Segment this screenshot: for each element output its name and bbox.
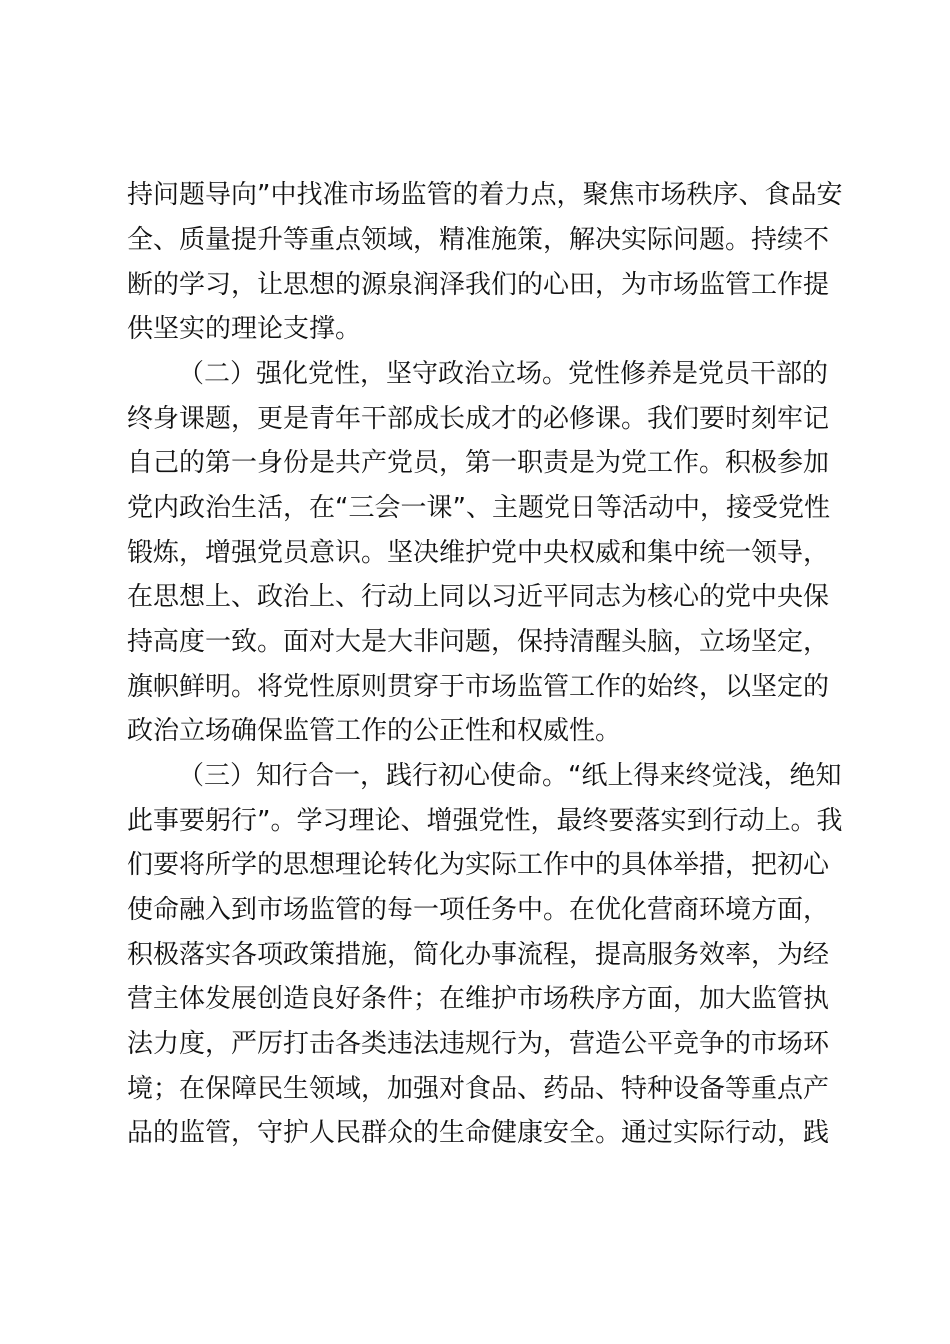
text-line: 党内政治生活，在“三会一课”、主题党日等活动中，接受党性 <box>127 493 830 523</box>
text-line: 积极落实各项政策措施，简化办事流程，提高服务效率，为经 <box>127 940 830 970</box>
text-line: 持高度一致。面对大是大非问题，保持清醒头脑，立场坚定， <box>127 627 830 657</box>
text-line: 持问题导向”中找准市场监管的着力点，聚焦市场秩序、食品安 <box>127 180 843 210</box>
text-line: 们要将所学的思想理论转化为实际工作中的具体举措，把初心 <box>127 850 830 880</box>
text-line: 在思想上、政治上、行动上同以习近平同志为核心的党中央保 <box>127 582 830 612</box>
text-line: 自己的第一身份是共产党员，第一职责是为党工作。积极参加 <box>127 448 830 478</box>
text-line: 全、质量提升等重点领域，精准施策，解决实际问题。持续不 <box>127 225 830 255</box>
text-line: 断的学习，让思想的源泉润泽我们的心田，为市场监管工作提 <box>127 270 830 300</box>
paragraph-heading-line: （二）强化党性，坚守政治立场。党性修养是党员干部的 <box>178 359 829 389</box>
paragraph-heading-line: （三）知行合一，践行初心使命。“纸上得来终觉浅，绝知 <box>178 761 842 791</box>
text-line: 营主体发展创造良好条件；在维护市场秩序方面，加大监管执 <box>127 984 830 1014</box>
text-line: 锻炼，增强党员意识。坚决维护党中央权威和集中统一领导， <box>127 538 830 568</box>
text-line: 此事要躬行”。学习理论、增强党性，最终要落实到行动上。我 <box>127 806 843 836</box>
text-line: 供坚实的理论支撑。 <box>127 314 362 344</box>
text-line: 法力度，严厉打击各类违法违规行为，营造公平竞争的市场环 <box>127 1029 830 1059</box>
text-line: 境；在保障民生领域，加强对食品、药品、特种设备等重点产 <box>127 1074 830 1104</box>
text-line: 使命融入到市场监管的每一项任务中。在优化营商环境方面， <box>127 895 830 925</box>
text-line: 终身课题，更是青年干部成长成才的必修课。我们要时刻牢记 <box>127 404 830 434</box>
text-line: 品的监管，守护人民群众的生命健康安全。通过实际行动，践 <box>127 1118 830 1148</box>
text-line: 旗帜鲜明。将党性原则贯穿于市场监管工作的始终，以坚定的 <box>127 672 830 702</box>
text-line: 政治立场确保监管工作的公正性和权威性。 <box>127 716 622 746</box>
